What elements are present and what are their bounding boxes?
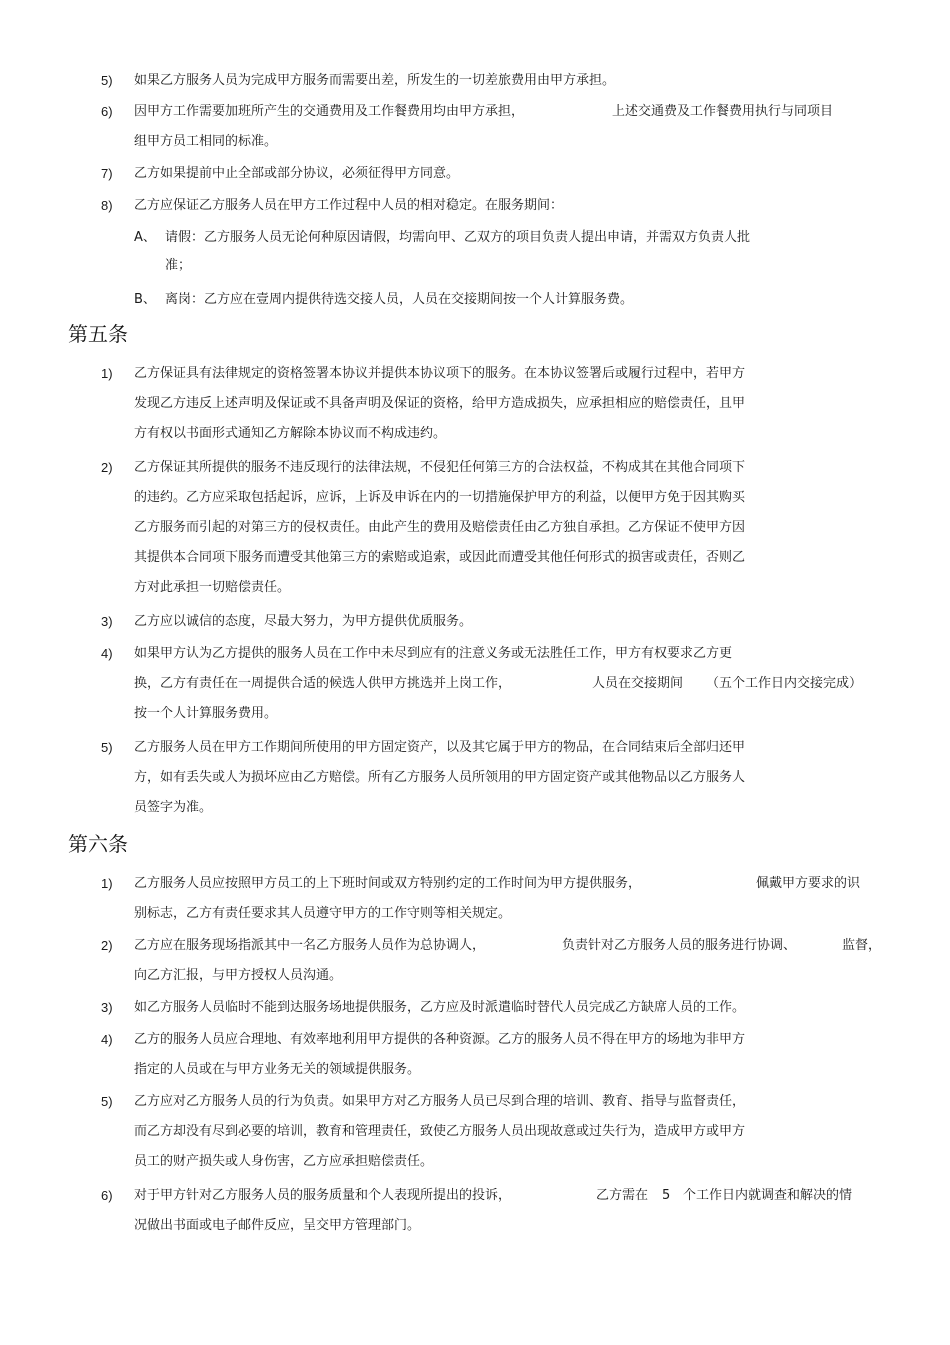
sub-item-label: A、 (134, 230, 156, 245)
paragraph-line: 因甲方工作需要加班所产生的交通费用及工作餐费用均由甲方承担， (134, 104, 525, 119)
paragraph-line: 负责针对乙方服务人员的服务进行协调、 (562, 938, 797, 953)
section-heading: 第六条 (68, 832, 128, 856)
paragraph-line: 乙方应对乙方服务人员的行为负责。如果甲方对乙方服务人员已尽到合理的培训、教育、指导与监督责任， (134, 1094, 746, 1109)
paragraph-line: 佩戴甲方要求的识 (756, 876, 861, 891)
paragraph-line: 如果甲方认为乙方提供的服务人员在工作中未尽到应有的注意义务或无法胜任工作，甲方有权要求乙方更 (134, 646, 733, 661)
paragraph-line: 乙方保证具有法律规定的资格签署本协议并提供本协议项下的服务。在本协议签署后或履行过程中，若甲方 (134, 366, 746, 381)
paragraph-line: 组甲方员工相同的标准。 (134, 134, 278, 149)
list-number: 3) (101, 614, 113, 629)
paragraph-line: 乙方应保证乙方服务人员在甲方工作过程中人员的相对稳定。在服务期间： (134, 198, 564, 213)
paragraph-line: 乙方保证其所提供的服务不违反现行的法律法规，不侵犯任何第三方的合法权益，不构成其在其他合同项下 (134, 460, 746, 475)
sub-item-label: B、 (134, 292, 156, 307)
list-number: 5) (101, 1094, 113, 1109)
paragraph-line: 别标志，乙方有责任要求其人员遵守甲方的工作守则等相关规定。 (134, 906, 512, 921)
paragraph-line: 监督， (842, 938, 882, 953)
paragraph-line: 离岗：乙方应在壹周内提供待选交接人员，人员在交接期间按一个人计算服务费。 (165, 292, 634, 307)
paragraph-line: 换，乙方有责任在一周提供合适的候选人供甲方挑选并上岗工作， (134, 676, 512, 691)
paragraph-line: 乙方应以诚信的态度，尽最大努力，为甲方提供优质服务。 (134, 614, 473, 629)
paragraph-line: 乙方如果提前中止全部或部分协议，必须征得甲方同意。 (134, 166, 460, 181)
paragraph-line: 方，如有丢失或人为损坏应由乙方赔偿。所有乙方服务人员所领用的甲方固定资产或其他物品以乙方服务人 (134, 770, 746, 785)
list-number: 3) (101, 1000, 113, 1015)
list-number: 1) (101, 366, 113, 381)
paragraph-line: 准； (165, 258, 192, 273)
list-number: 6) (101, 1188, 113, 1203)
paragraph-line: 请假：乙方服务人员无论何种原因请假，均需向甲、乙双方的项目负责人提出申请，并需双方负责人批 (165, 230, 751, 245)
paragraph-line: 上述交通费及工作餐费用执行与同项目 (612, 104, 834, 119)
paragraph-line: 个工作日内就调查和解决的情 (683, 1188, 853, 1203)
paragraph-line: 员签字为准。 (134, 800, 213, 815)
paragraph-line: 指定的人员或在与甲方业务无关的领域提供服务。 (134, 1062, 421, 1077)
paragraph-line: 乙方的服务人员应合理地、有效率地利用甲方提供的各种资源。乙方的服务人员不得在甲方的场地为非甲方 (134, 1032, 746, 1047)
list-number: 5) (101, 740, 113, 755)
paragraph-line: 乙方服务而引起的对第三方的侵权责任。由此产生的费用及赔偿责任由乙方独自承担。乙方保证不使甲方因 (134, 520, 746, 535)
list-number: 5) (101, 73, 113, 88)
paragraph-line: 人员在交接期间 (592, 676, 684, 691)
paragraph-line: 如乙方服务人员临时不能到达服务场地提供服务，乙方应及时派遣临时替代人员完成乙方缺席人员的工作。 (134, 1000, 746, 1015)
paragraph-line: 况做出书面或电子邮件反应，呈交甲方管理部门。 (134, 1218, 421, 1233)
paragraph-line: 乙方需在 (596, 1188, 649, 1203)
paragraph-line: 乙方应在服务现场指派其中一名乙方服务人员作为总协调人， (134, 938, 486, 953)
paragraph-line: 其提供本合同项下服务而遭受其他第三方的索赔或追索，或因此而遭受其他任何形式的损害或责任，否则乙 (134, 550, 746, 565)
paragraph-line: 5 (662, 1188, 671, 1203)
paragraph-line: 乙方服务人员应按照甲方员工的上下班时间或双方特别约定的工作时间为甲方提供服务， (134, 876, 642, 891)
paragraph-line: 向乙方汇报，与甲方授权人员沟通。 (134, 968, 343, 983)
list-number: 4) (101, 646, 113, 661)
paragraph-line: 对于甲方针对乙方服务人员的服务质量和个人表现所提出的投诉， (134, 1188, 512, 1203)
list-number: 2) (101, 938, 113, 953)
paragraph-line: 乙方服务人员在甲方工作期间所使用的甲方固定资产，以及其它属于甲方的物品，在合同结束后全部归还甲 (134, 740, 746, 755)
paragraph-line: 如果乙方服务人员为完成甲方服务而需要出差，所发生的一切差旅费用由甲方承担。 (134, 73, 616, 88)
paragraph-line: 员工的财产损失或人身伤害，乙方应承担赔偿责任。 (134, 1154, 434, 1169)
section-heading: 第五条 (68, 322, 128, 346)
list-number: 2) (101, 460, 113, 475)
list-number: 6) (101, 104, 113, 119)
list-number: 7) (101, 166, 113, 181)
list-number: 1) (101, 876, 113, 891)
paragraph-line: 的违约。乙方应采取包括起诉，应诉，上诉及申诉在内的一切措施保护甲方的利益，以便甲方免于因其购买 (134, 490, 746, 505)
paragraph-line: 而乙方却没有尽到必要的培训，教育和管理责任，致使乙方服务人员出现故意或过失行为，造成甲方或甲方 (134, 1124, 746, 1139)
paragraph-line: 方对此承担一切赔偿责任。 (134, 580, 291, 595)
paragraph-line: 方有权以书面形式通知乙方解除本协议而不构成违约。 (134, 426, 447, 441)
paragraph-line: 发现乙方违反上述声明及保证或不具备声明及保证的资格，给甲方造成损失，应承担相应的赔偿责任，且甲 (134, 396, 746, 411)
list-number: 4) (101, 1032, 113, 1047)
paragraph-line: 按一个人计算服务费用。 (134, 706, 278, 721)
list-number: 8) (101, 198, 113, 213)
paragraph-line: （五个工作日内交接完成） (706, 676, 863, 691)
